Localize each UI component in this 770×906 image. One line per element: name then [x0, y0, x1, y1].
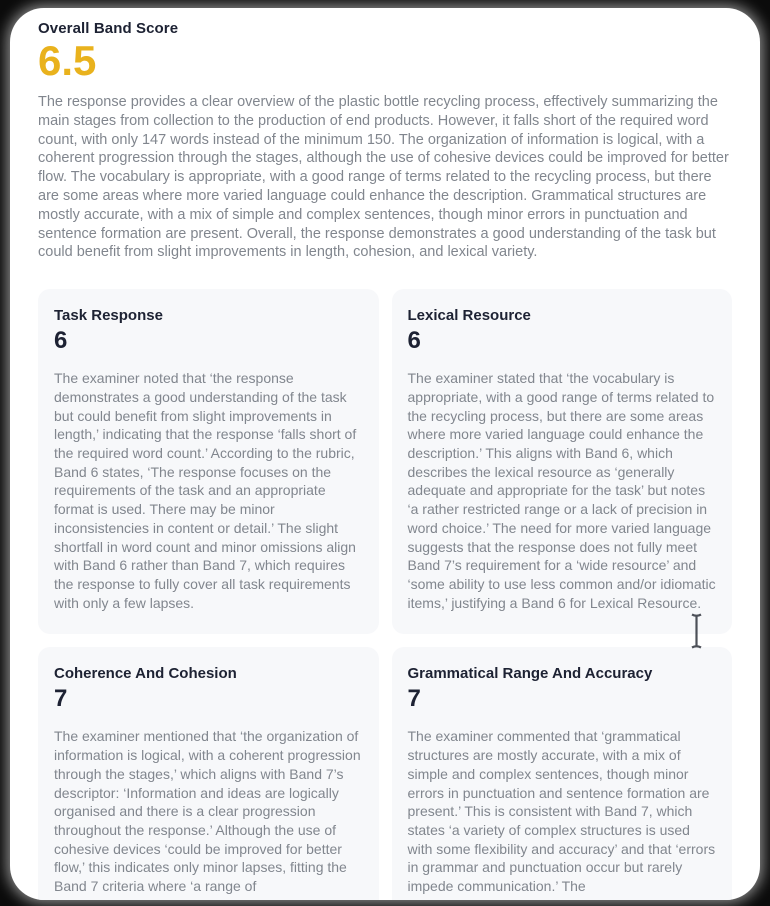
criterion-title: Lexical Resource	[407, 307, 531, 325]
card-lexical-resource	[392, 289, 733, 634]
criterion-title: Coherence And Cohesion	[54, 665, 237, 683]
card-task-response	[38, 289, 379, 634]
criterion-feedback-text: The examiner commented that ‘grammatical structures are mostly accurate, with a mix of simple and complex sentences, though minor errors in punctuation and sentence formation are present.’ This is consistent with Band 7, which states ‘a variety of complex structures is used with some flexibility and accuracy’ and that ‘errors in grammar and punctuation occur but rarely impede communication.’ The	[407, 728, 716, 895]
criterion-feedback-text: The examiner stated that ‘the vocabulary is appropriate, with a good range of terms related to the recycling process, but there are some areas where more varied language could enhance the description.’ This aligns with Band 6, which describes the lexical resource as ‘generally adequate and appropriate for the task’ but notes ‘a rather restricted range or a lack of precision in word choice.’ The need for more varied language suggests that the response does not fully meet Band 7’s requirement for a ‘wide resource’ and ‘some ability to use less common and/or idiomatic items,’ justifying a Band 6 for Lexical Resource.	[407, 370, 716, 611]
score-report-panel	[10, 8, 760, 900]
card-grammatical-range-accuracy	[392, 647, 733, 900]
criteria-grid	[38, 289, 732, 900]
overall-band-score-label: Overall Band Score	[38, 20, 179, 37]
overall-summary-text: The response provides a clear overview of the plastic bottle recycling process, effectively summarizing the main stages from collection to the production of end products. However, it falls short of the required word count, with only 147 words instead of the minimum 150. The organization of information is logical, with a coherent progression through the stages, although the use of cohesive devices could be improved for better flow. The vocabulary is appropriate, with a good range of terms related to the recycling process, but there are some areas where more varied language could enhance the description. Grammatical structures are mostly accurate, with a mix of simple and complex sentences, though minor errors in punctuation and sentence formation are present. Overall, the response demonstrates a good understanding of the task but could benefit from slight improvements in length, cohesion, and lexical variety.	[38, 94, 729, 261]
criterion-feedback-text: The examiner noted that ‘the response demonstrates a good understanding of the task but could benefit from slight improvements in length,’ indicating that the response ‘falls short of the required word count.’ According to the rubric, Band 6 states, ‘The response focuses on the requirements of the task and an appropriate format is used. There may be minor inconsistencies in content or detail.’ The slight shortfall in word count and minor omissions align with Band 6 rather than Band 7, which requires the response to fully cover all task requirements with only a few lapses.	[54, 370, 357, 611]
criterion-title: Task Response	[54, 307, 163, 325]
criterion-feedback-text: The examiner mentioned that ‘the organization of information is logical, with a coherent progression through the stages,’ which aligns with Band 7’s descriptor: ‘Information and ideas are logically organised and there is a clear progression throughout the response.’ Although the use of cohesive devices ‘could be improved for better flow,’ this indicates only minor lapses, fitting the Band 7 criteria where ‘a range of	[54, 728, 361, 895]
criterion-score: 6	[407, 327, 421, 355]
card-coherence-cohesion	[38, 647, 379, 900]
overall-band-score-value: 6.5	[38, 37, 97, 84]
criterion-score: 6	[54, 327, 68, 355]
criterion-title: Grammatical Range And Accuracy	[407, 665, 653, 683]
criterion-score: 7	[54, 685, 68, 713]
criterion-score: 7	[407, 685, 421, 713]
